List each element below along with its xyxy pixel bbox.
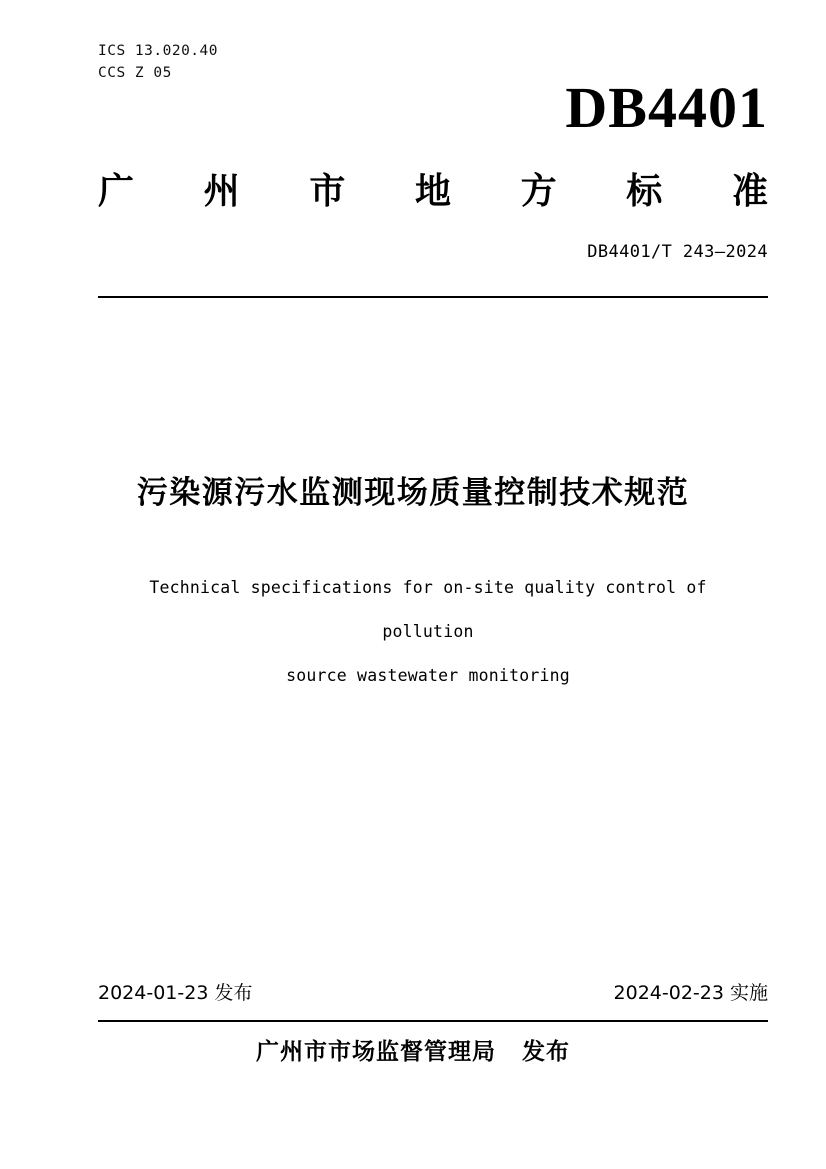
header-divider [98, 296, 768, 298]
standard-series-title [98, 170, 768, 214]
effective-date: 2024-02-23 实施 [613, 982, 768, 1004]
standard-code: DB4401/T 243—2024 [587, 242, 768, 262]
series-char-2: 州 [203, 171, 240, 212]
series-char-7: 准 [731, 171, 768, 212]
issuer-action: 发布 [522, 1039, 570, 1065]
series-char-6: 标 [626, 171, 663, 212]
footer-divider [98, 1020, 768, 1022]
english-title-line-2: source wastewater monitoring [286, 666, 570, 685]
document-title-chinese: 污染源污水监测现场质量控制技术规范 [136, 475, 690, 511]
english-title-line-1: Technical specifications for on-site quality control of pollution [149, 578, 707, 641]
series-char-4: 地 [414, 171, 451, 212]
date-row [98, 980, 768, 1006]
ccs-code: CCS Z 05 [98, 65, 172, 81]
series-char-1: 广 [98, 171, 135, 212]
series-char-3: 市 [309, 171, 346, 212]
issuer-name: 广州市市场监督管理局 [256, 1039, 496, 1065]
ics-code: ICS 13.020.40 [98, 43, 218, 59]
issue-date: 2024-01-23 发布 [98, 982, 253, 1004]
series-char-5: 方 [520, 171, 557, 212]
db-number: DB4401 [565, 75, 768, 140]
ics-block [98, 40, 218, 84]
document-title-english [100, 566, 756, 698]
issuer-line [60, 1036, 766, 1068]
